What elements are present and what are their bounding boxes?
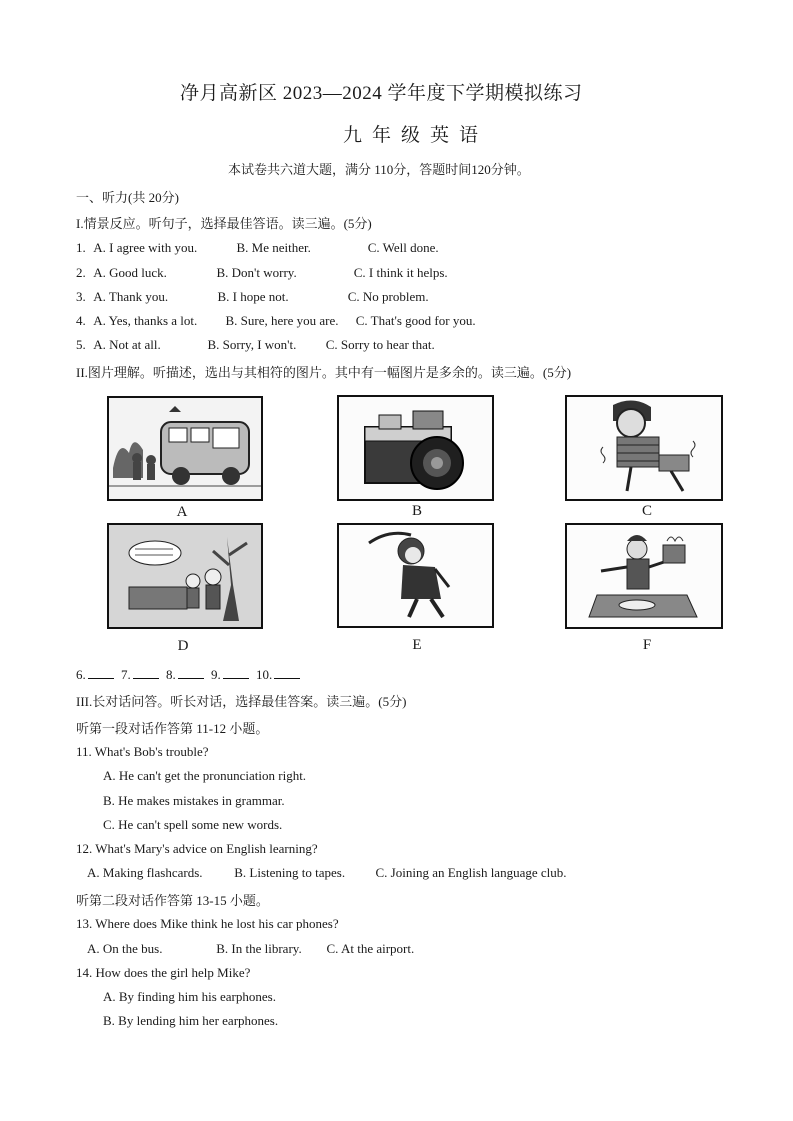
exam-info: 本试卷共六道大题，满分 110分，答题时间120分钟。	[228, 162, 530, 177]
answer-blank-8[interactable]	[178, 666, 204, 679]
blank-label: 6.	[76, 667, 86, 682]
answer-blank-10[interactable]	[274, 666, 300, 679]
question-number: 1.	[76, 240, 86, 255]
option-c: C. Well done.	[367, 240, 439, 255]
question-14-option-a: A. By finding him his earphones.	[103, 989, 276, 1004]
question-number: 3.	[76, 289, 86, 304]
option-a: A. Not at all.	[93, 337, 161, 352]
part3-heading: III.长对话问答。听长对话，选择最佳答案。读三遍。(5分)	[76, 694, 407, 709]
children-talking-picture	[107, 523, 263, 629]
question-2	[76, 265, 448, 281]
picture-label-b: B	[411, 503, 422, 519]
girl-stretching-picture	[337, 523, 494, 628]
question-1	[76, 240, 439, 256]
camera-picture	[337, 395, 494, 501]
option-a: A. Good luck.	[93, 265, 167, 280]
dialog1-intro: 听第一段对话作答第 11-12 小题。	[76, 721, 269, 736]
sick-boy-picture	[565, 395, 723, 501]
option-b: B. Don't worry.	[216, 265, 297, 280]
question-11-option-a: A. He can't get the pronunciation right.	[103, 768, 307, 783]
picture-label-c: C	[641, 503, 652, 519]
question-3	[76, 289, 429, 305]
page-subtitle: 九年级英语	[343, 125, 489, 146]
answer-blank-7[interactable]	[133, 666, 159, 679]
option-b: B. In the library.	[216, 941, 302, 956]
option-c: C. No problem.	[347, 289, 429, 304]
picture-label-e: E	[412, 637, 422, 653]
picture-label-a: A	[176, 504, 188, 520]
option-b: B. I hope not.	[217, 289, 289, 304]
answer-blank-9[interactable]	[223, 666, 249, 679]
blank-label: 7.	[121, 667, 131, 682]
option-c: C. At the airport.	[326, 941, 415, 956]
option-b: B. Listening to tapes.	[234, 865, 346, 880]
option-c: C. Joining an English language club.	[375, 865, 567, 880]
part2-heading: II.图片理解。听描述，选出与其相符的图片。其中有一幅图片是多余的。读三遍。(5分)	[76, 365, 572, 380]
option-a: A. Yes, thanks a lot.	[93, 313, 198, 328]
question-number: 4.	[76, 313, 86, 328]
question-number: 2.	[76, 265, 86, 280]
question-5	[76, 337, 435, 353]
bus-picnic-picture	[107, 396, 263, 501]
question-11-stem: 11. What's Bob's trouble?	[76, 744, 209, 759]
man-cooking-picture	[565, 523, 723, 629]
question-11-option-b: B. He makes mistakes in grammar.	[103, 793, 285, 808]
question-13-stem: 13. Where does Mike think he lost his car phones?	[76, 916, 339, 931]
answer-blanks	[76, 666, 304, 683]
option-c: C. Sorry to hear that.	[325, 337, 435, 352]
question-12-stem: 12. What's Mary's advice on English learning?	[76, 841, 318, 856]
blank-label: 10.	[256, 667, 273, 682]
question-12-options	[87, 865, 567, 881]
question-number: 5.	[76, 337, 86, 352]
page-title: 净月高新区 2023—2024 学年度下学期模拟练习	[180, 83, 583, 104]
option-b: B. Me neither.	[236, 240, 311, 255]
option-a: A. I agree with you.	[93, 240, 198, 255]
section-heading: 一、听力(共 20分)	[76, 190, 179, 205]
question-14-option-b: B. By lending him her earphones.	[103, 1013, 279, 1028]
option-a: A. Making flashcards.	[87, 865, 203, 880]
option-a: A. Thank you.	[93, 289, 169, 304]
option-a: A. On the bus.	[87, 941, 163, 956]
dialog2-intro: 听第二段对话作答第 13-15 小题。	[76, 893, 269, 908]
question-13-options	[87, 941, 414, 957]
question-4	[76, 313, 476, 329]
blank-label: 9.	[211, 667, 221, 682]
picture-label-f: F	[642, 637, 652, 653]
option-b: B. Sorry, I won't.	[207, 337, 297, 352]
blank-label: 8.	[166, 667, 176, 682]
question-14-stem: 14. How does the girl help Mike?	[76, 965, 251, 980]
part1-heading: I.情景反应。听句子，选择最佳答语。读三遍。(5分)	[76, 216, 372, 231]
answer-blank-6[interactable]	[88, 666, 114, 679]
option-b: B. Sure, here you are.	[225, 313, 339, 328]
option-c: C. That's good for you.	[355, 313, 476, 328]
option-c: C. I think it helps.	[353, 265, 448, 280]
question-11-option-c: C. He can't spell some new words.	[103, 817, 283, 832]
picture-label-d: D	[177, 638, 189, 654]
